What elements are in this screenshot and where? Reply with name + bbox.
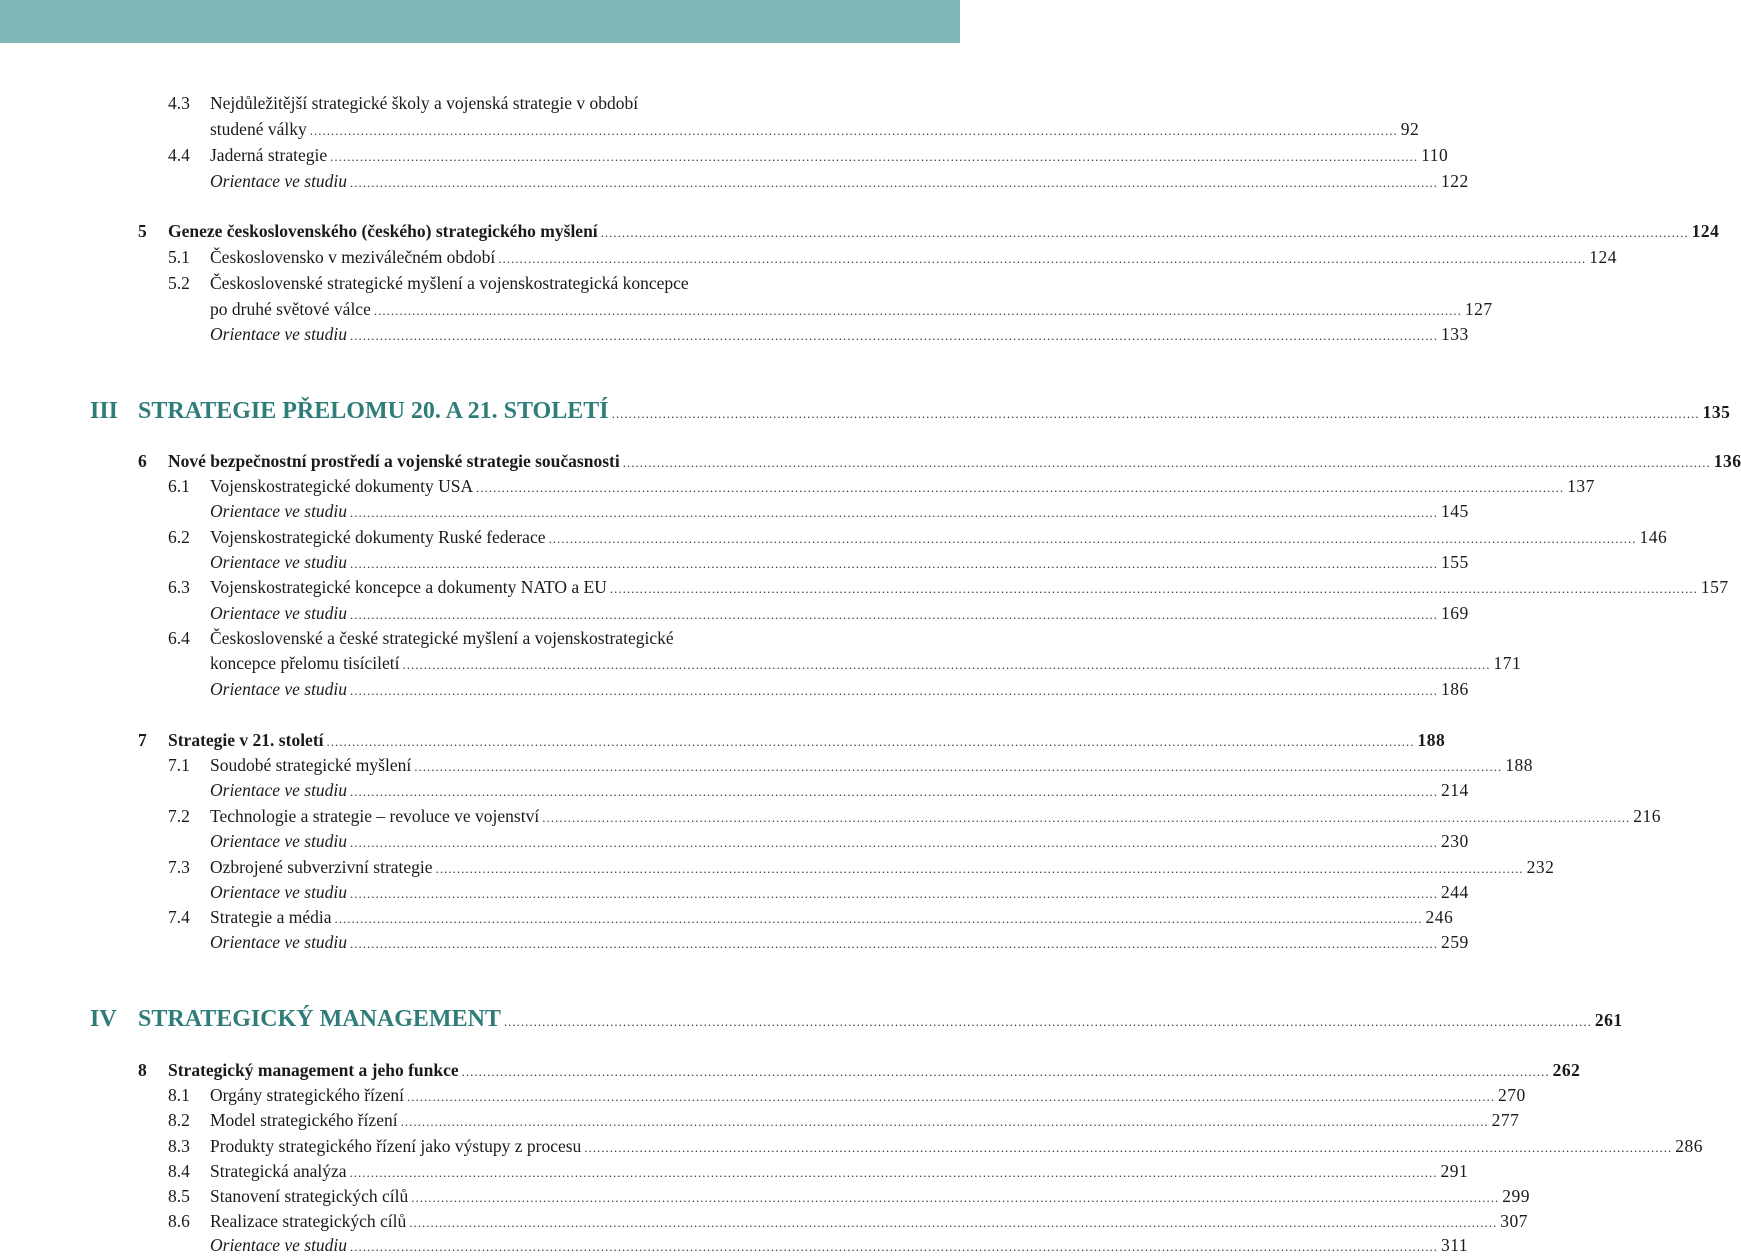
section-title: studené války: [210, 119, 307, 139]
toc-entry-7-4[interactable]: [0, 904, 1454, 930]
section-title: Československé a české strategické myšlení a vojenskostrategické: [210, 628, 674, 648]
section-number: 7.1: [168, 755, 190, 775]
section-title: Československé strategické myšlení a vojenskostrategická koncepce: [210, 273, 689, 293]
section-title: Orientace ve studiu: [210, 1235, 348, 1255]
toc-entry-8-3[interactable]: [0, 1133, 1704, 1159]
section-number: 6.3: [168, 577, 190, 597]
section-number: 7.3: [168, 857, 190, 877]
dot-leader: [350, 779, 1438, 805]
page-number: 145: [1441, 501, 1469, 521]
part-title: STRATEGIE PŘELOMU 20. A 21. STOLETÍ: [138, 398, 609, 424]
page-number: 214: [1441, 780, 1469, 800]
dot-leader: [403, 652, 1491, 678]
dot-leader: [401, 1109, 1489, 1135]
page-number: 146: [1639, 527, 1668, 547]
section-number: 6.1: [168, 476, 190, 496]
header-bar: [0, 0, 960, 43]
section-title: Nejdůležitější strategické školy a vojenská strategie v období: [210, 93, 639, 113]
page-number: 259: [1441, 932, 1469, 952]
toc-entry-7-1[interactable]: [0, 752, 1533, 778]
toc-entry-5-2-cont[interactable]: [0, 296, 1493, 322]
toc-entry-5-2[interactable]: [0, 270, 960, 296]
section-title: Model strategického řízení: [210, 1110, 398, 1130]
page-number: 307: [1500, 1211, 1529, 1231]
toc-entry-8-4[interactable]: [0, 1158, 1469, 1184]
section-title: po druhé světové válce: [210, 299, 371, 319]
section-title: Československo v meziválečném období: [210, 247, 496, 267]
toc-entry-orientation[interactable]: [0, 777, 1469, 803]
toc-entry-8-5[interactable]: [0, 1183, 1531, 1209]
dot-leader: [610, 576, 1698, 602]
section-title: Orgány strategického řízení: [210, 1085, 405, 1105]
page-number: 291: [1440, 1161, 1469, 1181]
page-number: 135: [1702, 402, 1731, 422]
section-number: 8.1: [168, 1085, 190, 1105]
section-number: 8.3: [168, 1136, 190, 1156]
page-number: 299: [1502, 1186, 1531, 1206]
chapter-number: 7: [138, 730, 147, 750]
chapter-title: Nové bezpečnostní prostředí a vojenské strategie současnosti: [168, 451, 620, 471]
toc-entry-6-1[interactable]: [0, 473, 1595, 499]
page-number: 124: [1691, 221, 1720, 241]
toc-entry-7-3[interactable]: [0, 854, 1555, 880]
section-title: Vojenskostrategické dokumenty USA: [210, 476, 474, 496]
toc-entry-orientation[interactable]: [0, 676, 1469, 702]
toc-entry-orientation[interactable]: [0, 549, 1469, 575]
toc-entry-7-2[interactable]: [0, 803, 1661, 829]
page-number: 277: [1491, 1110, 1520, 1130]
page-number: 261: [1594, 1010, 1623, 1030]
page-number: 186: [1441, 679, 1469, 699]
toc-entry-6-3[interactable]: [0, 574, 1729, 600]
toc-entry-orientation[interactable]: [0, 600, 1469, 626]
section-title: Ozbrojené subverzivní strategie: [210, 857, 433, 877]
page-number: 286: [1675, 1136, 1704, 1156]
toc-entry-6-2[interactable]: [0, 524, 1668, 550]
dot-leader: [350, 1234, 1438, 1260]
toc-entry-orientation[interactable]: [0, 879, 1469, 905]
toc-part-3[interactable]: [0, 396, 1731, 426]
page-number: 232: [1526, 857, 1555, 877]
dot-leader: [498, 246, 1586, 272]
section-title: Technologie a strategie – revoluce ve vojenství: [210, 806, 540, 826]
section-title: Vojenskostrategické dokumenty Ruské federace: [210, 527, 546, 547]
section-title: Orientace ve studiu: [210, 679, 348, 699]
section-number: 4.3: [168, 93, 190, 113]
page-number: 244: [1441, 882, 1469, 902]
toc-chapter-8[interactable]: [0, 1057, 1581, 1083]
chapter-number: 6: [138, 451, 147, 471]
toc-entry-4-4[interactable]: [0, 142, 1449, 168]
toc-entry-6-4[interactable]: [0, 625, 960, 651]
section-number: 8.2: [168, 1110, 190, 1130]
toc-chapter-7[interactable]: [0, 727, 1446, 753]
section-title: koncepce přelomu tisíciletí: [210, 653, 400, 673]
section-title: Orientace ve studiu: [210, 501, 348, 521]
page-number: 171: [1493, 653, 1522, 673]
page-number: 188: [1505, 755, 1533, 775]
page-number: 216: [1633, 806, 1661, 826]
section-title: Strategická analýza: [210, 1161, 347, 1181]
toc-entry-6-4-cont[interactable]: [0, 650, 1522, 676]
dot-leader: [330, 144, 1418, 170]
toc-entry-orientation[interactable]: [0, 828, 1469, 854]
dot-leader: [350, 500, 1438, 526]
dot-leader: [350, 323, 1438, 349]
toc-entry-orientation[interactable]: [0, 929, 1469, 955]
page-number: 136: [1713, 451, 1741, 471]
page-number: 230: [1441, 831, 1469, 851]
toc-entry-4-3-cont[interactable]: [0, 116, 1420, 142]
page-number: 311: [1441, 1235, 1469, 1255]
dot-leader: [350, 170, 1438, 196]
chapter-number: 5: [138, 221, 147, 241]
section-title: Stanovení strategických cílů: [210, 1186, 409, 1206]
page-number: 124: [1589, 247, 1618, 267]
page-number: 246: [1425, 907, 1454, 927]
page-number: 92: [1400, 119, 1420, 139]
section-number: 8.4: [168, 1161, 190, 1181]
page-number: 155: [1441, 552, 1469, 572]
toc-entry-5-1[interactable]: [0, 244, 1618, 270]
chapter-title: Geneze československého (českého) strategického myšlení: [168, 221, 598, 241]
section-number: 5.1: [168, 247, 190, 267]
section-number: 8.6: [168, 1211, 190, 1231]
section-title: Orientace ve studiu: [210, 831, 348, 851]
toc-entry-orientation[interactable]: [0, 321, 1469, 347]
section-title: Orientace ve studiu: [210, 603, 348, 623]
page-number: 262: [1552, 1060, 1581, 1080]
section-title: Vojenskostrategické koncepce a dokumenty NATO a EU: [210, 577, 607, 597]
page-number: 188: [1417, 730, 1446, 750]
section-title: Orientace ve studiu: [210, 780, 348, 800]
page-number: 270: [1498, 1085, 1526, 1105]
dot-leader: [350, 678, 1438, 704]
page-number: 110: [1421, 145, 1449, 165]
part-number: III: [90, 398, 119, 424]
section-number: 5.2: [168, 273, 190, 293]
toc-entry-8-6[interactable]: [0, 1208, 1529, 1234]
toc-part-4[interactable]: [0, 1004, 1623, 1034]
section-number: 6.4: [168, 628, 190, 648]
toc-entry-8-2[interactable]: [0, 1107, 1520, 1133]
section-title: Orientace ve studiu: [210, 552, 348, 572]
toc-entry-4-3[interactable]: [0, 90, 960, 116]
toc-chapter-6[interactable]: [0, 448, 1741, 474]
page-number: 157: [1700, 577, 1729, 597]
page-number: 169: [1441, 603, 1469, 623]
section-number: 6.2: [168, 527, 190, 547]
section-number: 8.5: [168, 1186, 190, 1206]
page-number: 122: [1441, 171, 1469, 191]
section-title: Strategie a média: [210, 907, 332, 927]
dot-leader: [350, 830, 1438, 856]
chapter-number: 8: [138, 1060, 147, 1080]
toc-entry-orientation[interactable]: [0, 168, 1469, 194]
section-title: Orientace ve studiu: [210, 932, 348, 952]
chapter-title: Strategie v 21. století: [168, 730, 324, 750]
page-number: 127: [1464, 299, 1493, 319]
section-title: Orientace ve studiu: [210, 171, 348, 191]
part-title: STRATEGICKÝ MANAGEMENT: [138, 1006, 501, 1032]
section-title: Jaderná strategie: [210, 145, 328, 165]
toc-chapter-5[interactable]: [0, 218, 1720, 244]
chapter-title: Strategický management a jeho funkce: [168, 1060, 459, 1080]
toc-entry-8-1[interactable]: [0, 1082, 1526, 1108]
page-number: 133: [1441, 324, 1469, 344]
dot-leader: [310, 118, 1398, 144]
dot-leader: [504, 1007, 1592, 1037]
toc-entry-orientation[interactable]: [0, 498, 1469, 524]
section-title: Orientace ve studiu: [210, 882, 348, 902]
dot-leader: [612, 399, 1700, 429]
dot-leader: [601, 220, 1689, 246]
section-title: Soudobé strategické myšlení: [210, 755, 412, 775]
section-title: Orientace ve studiu: [210, 324, 348, 344]
section-number: 4.4: [168, 145, 190, 165]
section-number: 7.2: [168, 806, 190, 826]
section-number: 7.4: [168, 907, 190, 927]
dot-leader: [350, 931, 1438, 957]
toc-entry-orientation[interactable]: [0, 1232, 1469, 1258]
part-number: IV: [90, 1006, 117, 1032]
page-number: 137: [1567, 476, 1595, 496]
section-title: Produkty strategického řízení jako výstupy z procesu: [210, 1136, 582, 1156]
section-title: Realizace strategických cílů: [210, 1211, 407, 1231]
